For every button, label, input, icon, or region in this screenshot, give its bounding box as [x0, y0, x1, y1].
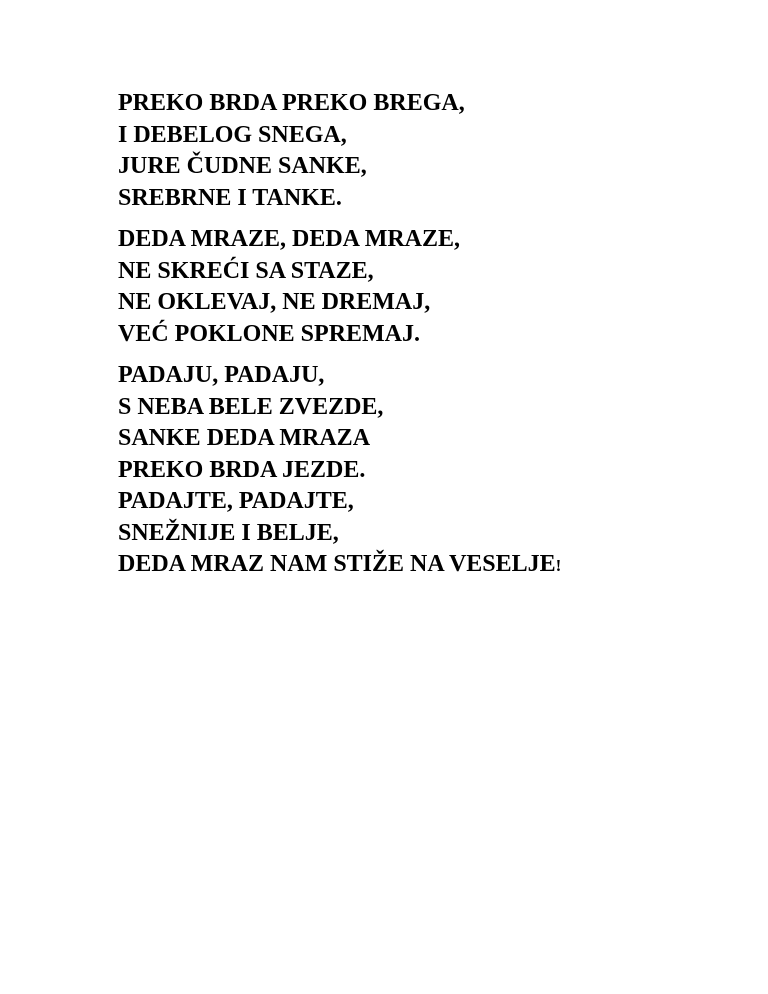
stanza-3 [118, 360, 738, 582]
poem-line: PREKO BRDA PREKO BREGA, [118, 90, 465, 116]
poem-line: PREKO BRDA JEZDE. [118, 456, 366, 483]
poem-line: DEDA MRAZE, DEDA MRAZE, [118, 226, 461, 252]
exclamation-mark: ! [555, 556, 562, 575]
poem-line-final [118, 549, 738, 582]
poem-line: PADAJU, PADAJU, [118, 362, 325, 388]
poem-line: SNEŽNIJE I BELJE, [118, 519, 339, 546]
poem-text [118, 88, 738, 592]
poem-line: VEĆ POKLONE SPREMAJ. [118, 320, 421, 347]
poem-line: I DEBELOG SNEGA, [118, 121, 347, 148]
poem-line: JURE ČUDNE SANKE, [118, 153, 367, 179]
poem-line: SREBRNE I TANKE. [118, 184, 342, 211]
poem-line: SANKE DEDA MRAZA [118, 425, 371, 451]
stanza-2 [118, 224, 738, 350]
stanza-1 [118, 88, 738, 214]
poem-line: S NEBA BELE ZVEZDE, [118, 393, 384, 420]
poem-line: PADAJTE, PADAJTE, [118, 488, 354, 514]
poem-line-final-text: DEDA MRAZ NAM STIŽE NA VESELJE [118, 551, 556, 577]
poem-line: NE OKLEVAJ, NE DREMAJ, [118, 289, 431, 315]
poem-line: NE SKREĆI SA STAZE, [118, 257, 374, 284]
